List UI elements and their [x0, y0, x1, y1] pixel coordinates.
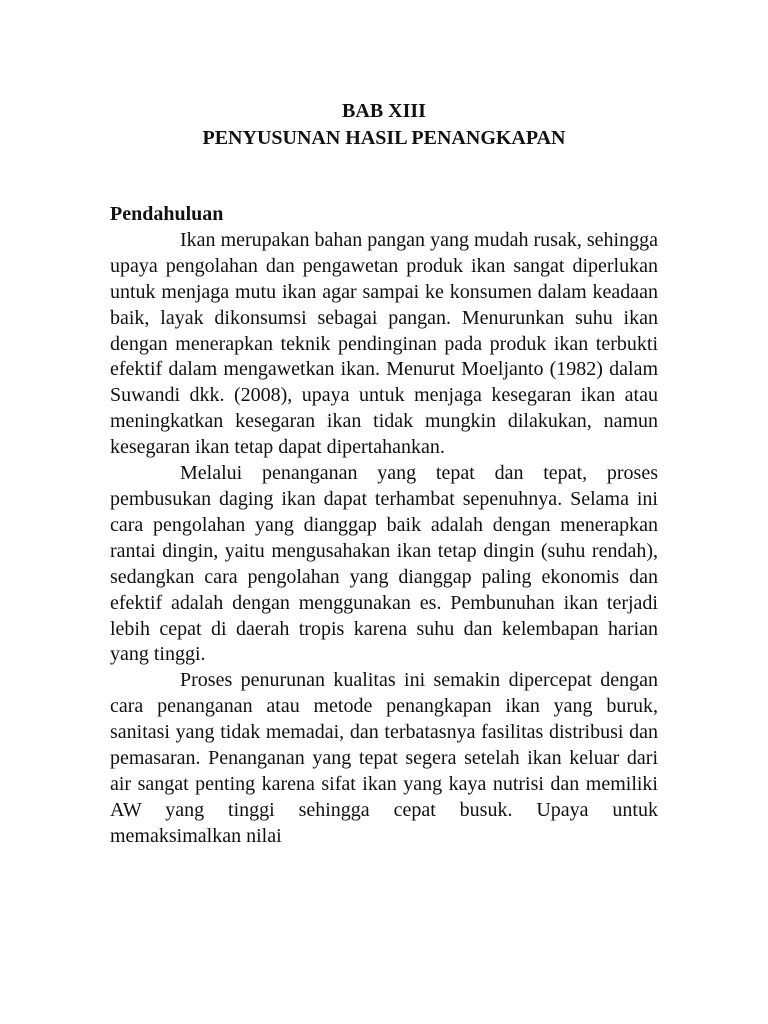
body-text: [110, 202, 658, 850]
chapter-heading: [110, 98, 658, 152]
paragraph-2: Melalui penanganan yang tepat dan tepat, proses pembusukan daging ikan dapat terhambat sepenuhnya. Selama ini cara pengolahan yang dianggap baik adalah dengan menerapkan rantai dingin, yaitu mengusahakan ikan tetap dingin (suhu rendah), sedangkan cara pengolahan yang dianggap paling ekonomis dan efektif adalah dengan menggunakan es. Pembunuhan ikan terjadi lebih cepat di daerah tropis karena suhu dan kelembapan harian yang tinggi.: [110, 462, 658, 666]
paragraph-3: Proses penurunan kualitas ini semakin dipercepat dengan cara penanganan atau metode penangkapan ikan yang buruk, sanitasi yang tidak memadai, dan terbatasnya fasilitas distribusi dan pemasaran. Penanganan yang tepat segera setelah ikan keluar dari air sangat penting karena sifat ikan yang kaya nutrisi dan memiliki AW yang tinggi sehingga cepat busuk. Upaya untuk memaksimalkan nilai: [110, 669, 658, 847]
section-title: Pendahuluan: [110, 203, 224, 225]
chapter-title: PENYUSUNAN HASIL PENANGKAPAN: [202, 127, 566, 149]
paragraph-1: Ikan merupakan bahan pangan yang mudah rusak, sehingga upaya pengolahan dan pengawetan produk ikan sangat diperlukan untuk menjaga mutu ikan agar sampai ke konsumen dalam keadaan baik, layak dikonsumsi sebagai pangan. Menurunkan suhu ikan dengan menerapkan teknik pendinginan pada produk ikan terbukti efektif dalam mengawetkan ikan. Menurut Moeljanto (1982) dalam Suwandi dkk. (2008), upaya untuk menjaga kesegaran ikan atau meningkatkan kesegaran ikan tidak mungkin dilakukan, namun kesegaran ikan tetap dapat dipertahankan.: [110, 228, 658, 459]
chapter-number: BAB XIII: [342, 100, 426, 122]
